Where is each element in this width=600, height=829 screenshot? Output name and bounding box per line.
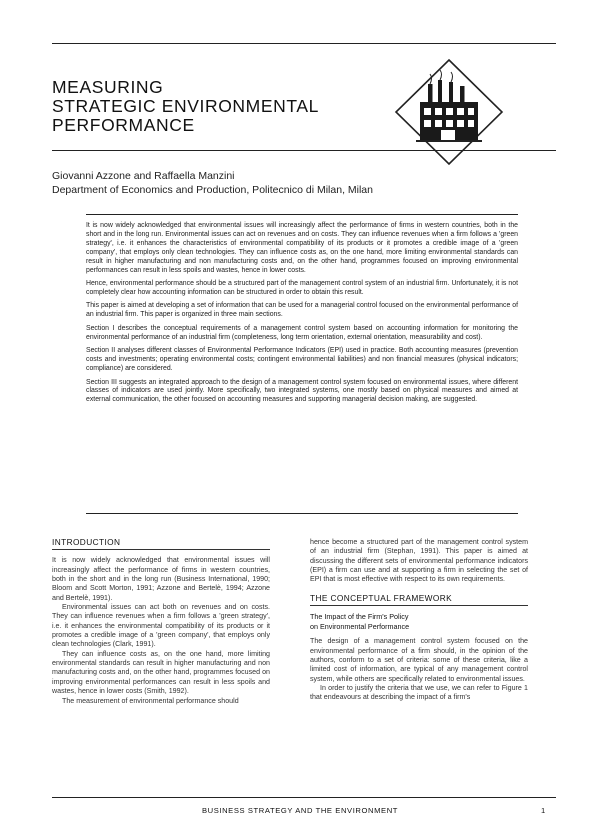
body-paragraph: hence become a structured part of the management control system of an industrial firm (Stephan, 1991). This paper is aimed at discussing the different sets of environmental performance indicators (EPI) a firm can use and at supporting a firm in selecting the set of EPI that is most effective with respect to its own requirements.	[310, 538, 528, 584]
abstract-paragraph: Hence, environmental performance should be a structured part of the management control system of an industrial firm. Unfortunately, it is not completely clear how accounting information can be structured in order to obtain this result.	[86, 280, 518, 296]
body-paragraph: The design of a management control system focused on the environmental performance of a firm should, in the opinion of the authors, conform to a set of criteria: some of these criteria, like a limited cost of information, are typical of any management control system, while others are specifically related to environmental issues.	[310, 637, 528, 683]
title-line-2: STRATEGIC ENVIRONMENTAL	[52, 96, 319, 116]
title-rule	[52, 150, 556, 151]
page-number: 1	[541, 806, 546, 815]
abstract-paragraph: Section III suggests an integrated approach to the design of a management control system focused on environmental issues, where different classes of indicators are used jointly. More specifically, two integrated systems, one mostly based on physical measures and aimed at external communication, the other focused on accounting measures and supporting managerial decision making, are suggested.	[86, 378, 518, 404]
abstract-paragraph: Section I describes the conceptual requirements of a management control system based on accounting information for monitoring the environmental performance of an industrial firm (completeness, long term orientation, external orientation, measurability and cost).	[86, 324, 518, 341]
body-paragraph: They can influence costs as, on the one hand, more limiting environmental standards can result in higher manufacturing and non manufacturing costs and, on the other hand, programmes focused on improving environmental performances can result in less spoils and wastes, hence in lower costs (Smith, 1992).	[52, 649, 270, 696]
left-column	[52, 538, 270, 706]
subheading-line-1: The Impact of the Firm's Policy	[310, 612, 409, 622]
conceptual-framework-heading: THE CONCEPTUAL FRAMEWORK	[310, 592, 453, 603]
introduction-heading: INTRODUCTION	[52, 537, 121, 547]
title-line-3: PERFORMANCE	[52, 115, 195, 135]
author-names: Giovanni Azzone and Raffaella Manzini	[52, 170, 235, 182]
article-title	[52, 78, 319, 135]
author-affiliation: Department of Economics and Production, Politecnico di Milan, Milan	[52, 184, 373, 196]
body-paragraph: It is now widely acknowledged that environmental issues will increasingly affect the performance of firms in western countries, both in the short and in the long run (Business International, 1990; Bloom and Scott Morton, 1991; Azzone and Bertelè, 1994; Azzone and Bertelè, 1991).	[52, 556, 270, 602]
abstract-top-rule	[86, 214, 518, 215]
abstract-paragraph: Section II analyses different classes of Environmental Performance Indicators (EPI) used in practice. Both accounting measures (prevention costs and investments; operating environmental costs; contingent environmental liabilities) and non financial measures (physical indicators; compliance) are considered.	[86, 347, 518, 373]
introduction-heading-rule	[52, 549, 270, 550]
body-paragraph: The measurement of environmental performance should	[62, 696, 239, 705]
subsection-heading	[310, 612, 528, 631]
footer-rule	[52, 797, 556, 798]
right-column	[310, 538, 528, 703]
top-rule	[52, 43, 556, 44]
body-paragraph: Environmental issues can act both on revenues and on costs. They can influence revenues when a firm follows a 'green strategy', i.e. it enhances the environmental compatibility of its products or it promotes a credible image of a 'green company', that employs only clean technologies (Clark, 1991).	[52, 603, 270, 649]
abstract	[86, 222, 518, 410]
title-line-1: MEASURING	[52, 77, 164, 97]
abstract-paragraph: It is now widely acknowledged that environmental issues will increasingly affect the performance of firms in western countries, both in the short and in the long run. Environmental issues can act on revenues and on costs. They can influence revenues when a firm follows a 'green strategy', i.e. it enhances the characteristics of environmental compatibility of its products or it promotes a credible image of a 'green company', that employs only clean technologies. They can influence costs as, on the one hand, more limiting environmental standards can result in higher manufacturing and non manufacturing costs and, on the other hand, programmes focused on improving environmental performances can result in less spoils and wastes, hence in lower costs.	[86, 222, 518, 274]
abstract-bottom-rule	[86, 513, 518, 514]
body-paragraph: In order to justify the criteria that we use, we can refer to Figure 1 that endeavours at describing the impact of a firm's	[310, 683, 528, 702]
conceptual-heading-rule	[310, 605, 528, 606]
subheading-line-2: on Environmental Performance	[310, 621, 410, 631]
abstract-paragraph: This paper is aimed at developing a set of information that can be used for a managerial control focused on the environmental performance of an industrial firm. This paper is organized in three main sections.	[86, 302, 518, 319]
journal-footer: BUSINESS STRATEGY AND THE ENVIRONMENT	[201, 806, 399, 815]
